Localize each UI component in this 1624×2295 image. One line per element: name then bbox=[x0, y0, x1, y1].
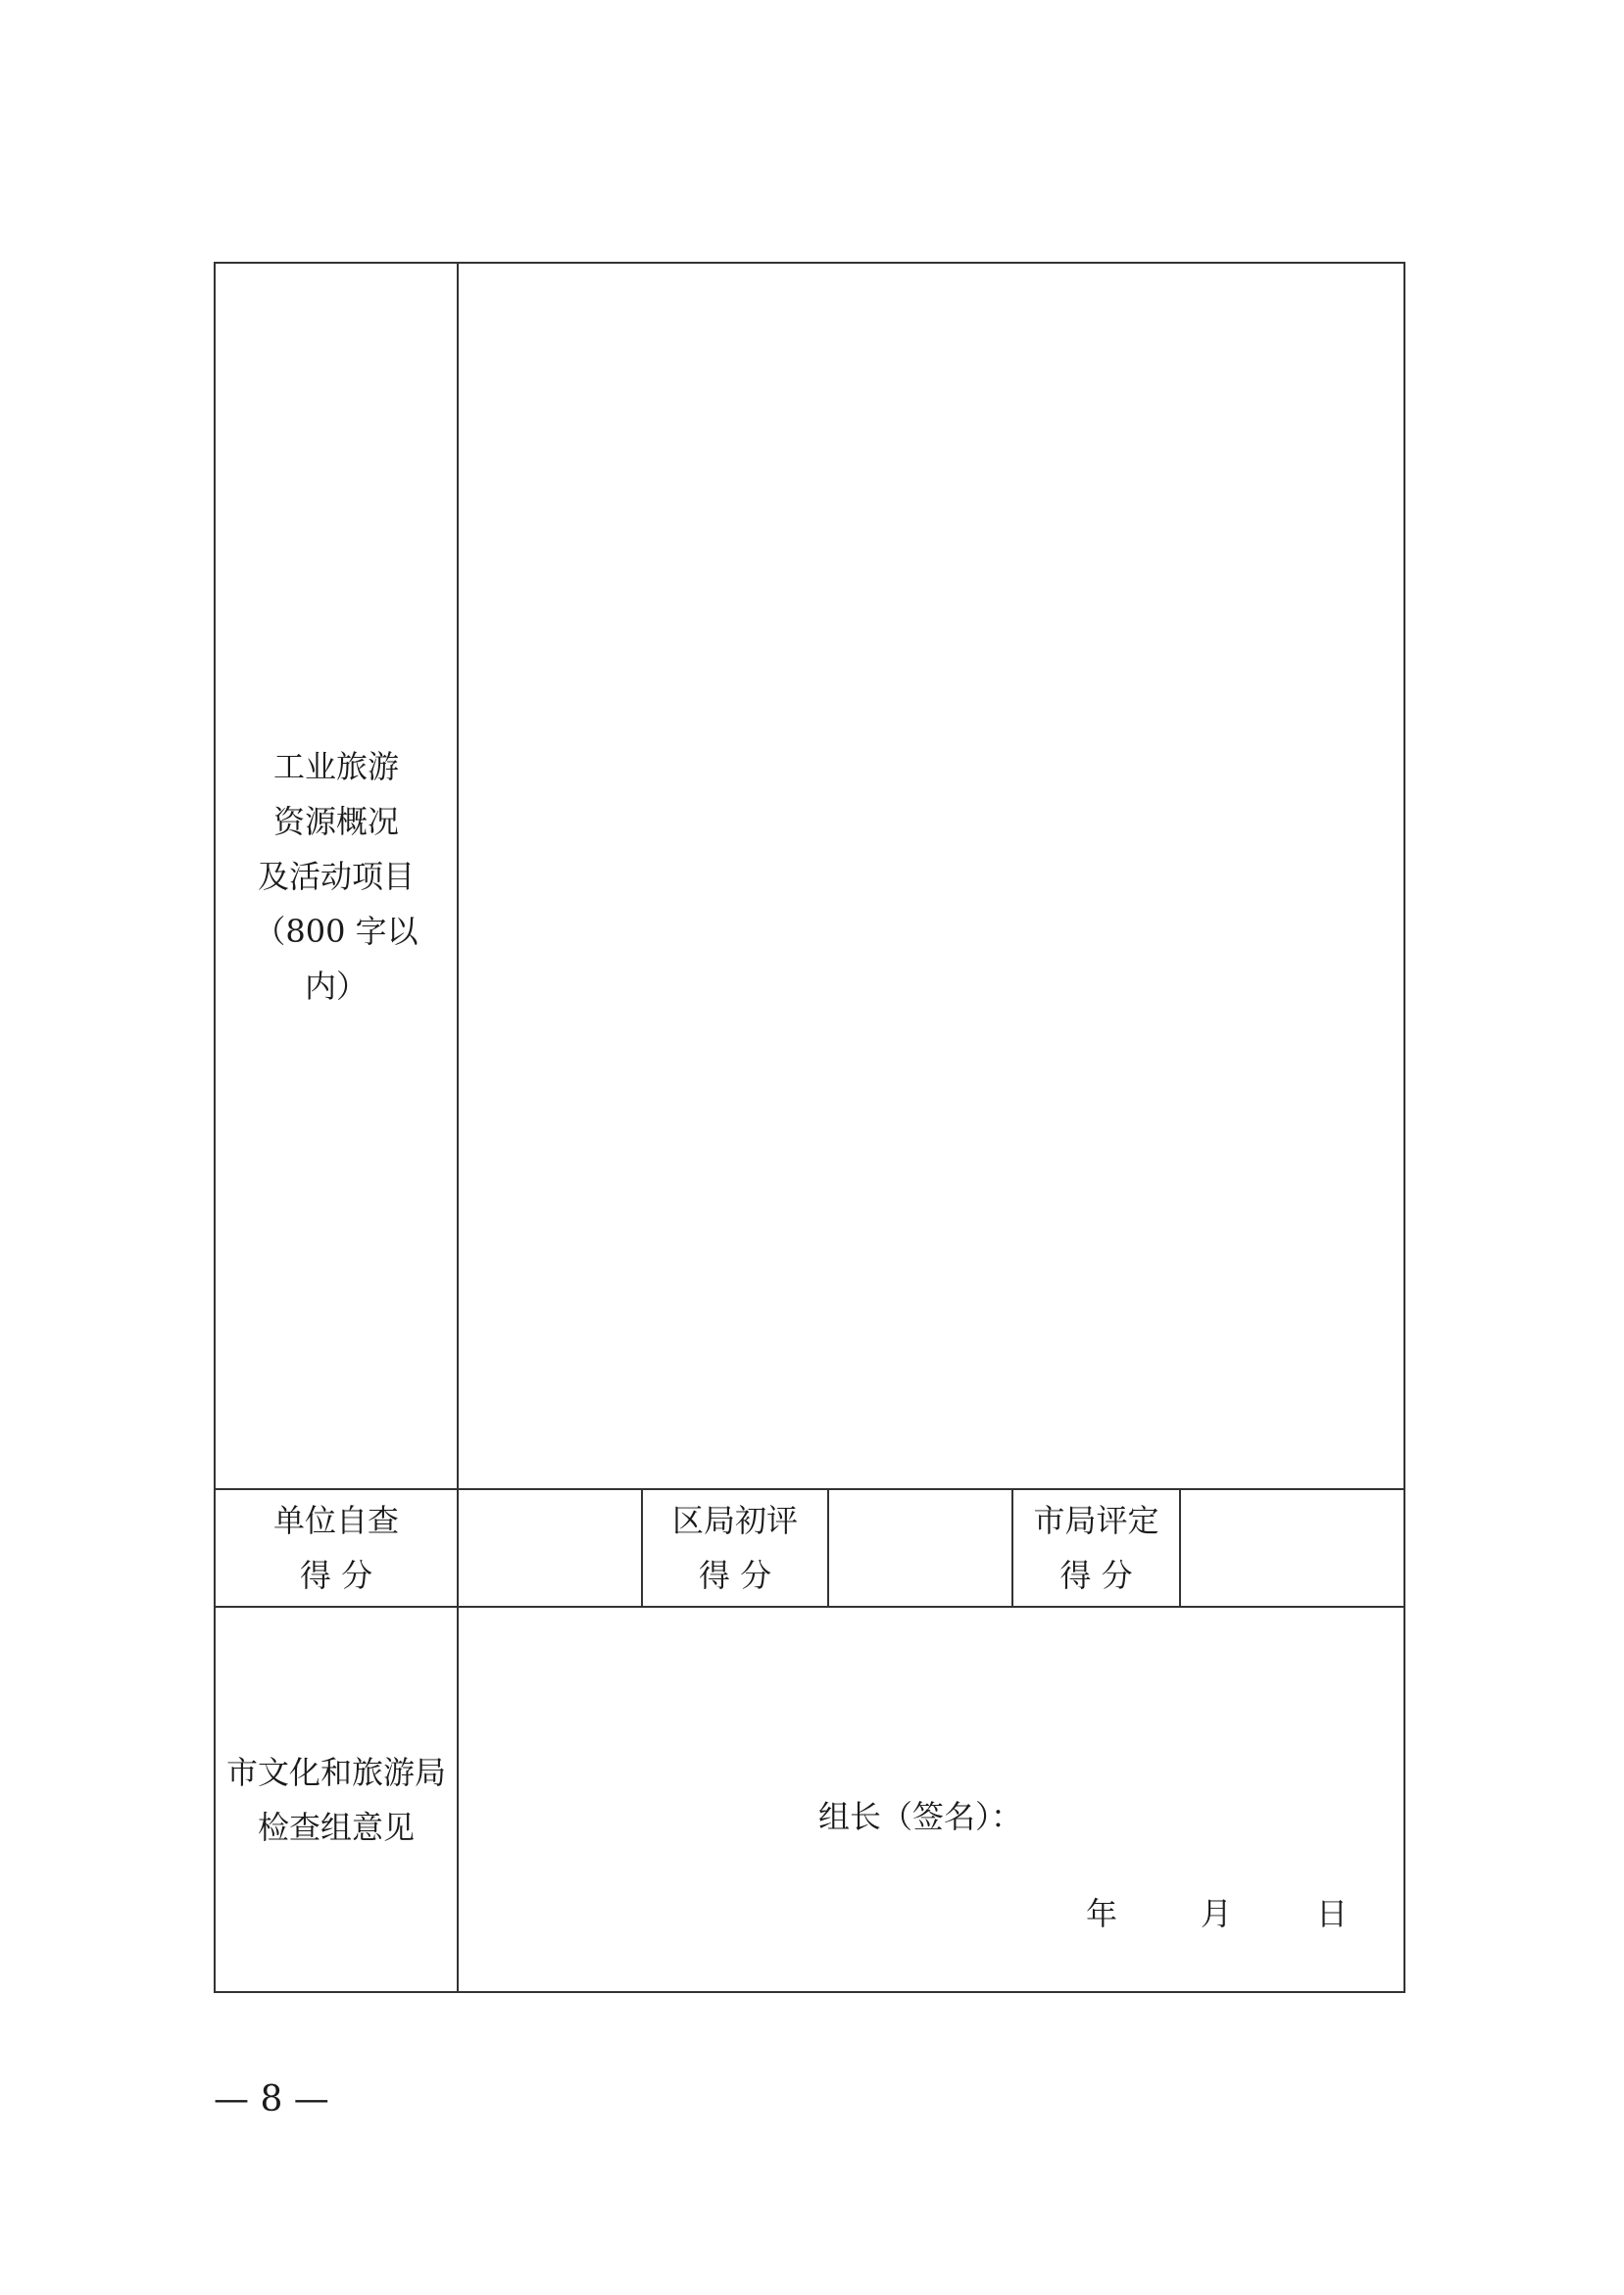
self-check-score-label: 单位自查 得 分 bbox=[215, 1489, 458, 1607]
opinion-row bbox=[215, 1607, 1404, 1992]
city-score-label: 市局评定 得 分 bbox=[1012, 1489, 1180, 1607]
page-number: — 8 — bbox=[214, 2079, 329, 2120]
date-day-label: 日 bbox=[1316, 1895, 1349, 1932]
resource-label-cell bbox=[215, 263, 458, 1489]
district-score-field[interactable] bbox=[828, 1489, 1012, 1607]
opinion-label: 市文化和旅游局 检查组意见 bbox=[225, 1753, 446, 1846]
date-month-label: 月 bbox=[1201, 1895, 1233, 1932]
score-row bbox=[215, 1489, 1404, 1607]
self-check-score-field[interactable] bbox=[458, 1489, 642, 1607]
city-score-field[interactable] bbox=[1180, 1489, 1404, 1607]
resource-row bbox=[215, 263, 1404, 1489]
district-score-label: 区局初评 得 分 bbox=[642, 1489, 828, 1607]
opinion-label-cell bbox=[215, 1607, 458, 1992]
resource-label: 工业旅游 资源概况 及活动项目 （800 字以 内） bbox=[254, 747, 418, 1005]
opinion-content-field[interactable] bbox=[458, 1607, 1404, 1992]
date-year-label: 年 bbox=[1086, 1895, 1118, 1932]
signature-label: 组长（签名）： bbox=[818, 1798, 1023, 1835]
form-table bbox=[214, 262, 1405, 1993]
evaluation-form bbox=[214, 262, 1403, 1991]
resource-content-field[interactable] bbox=[458, 263, 1404, 1489]
